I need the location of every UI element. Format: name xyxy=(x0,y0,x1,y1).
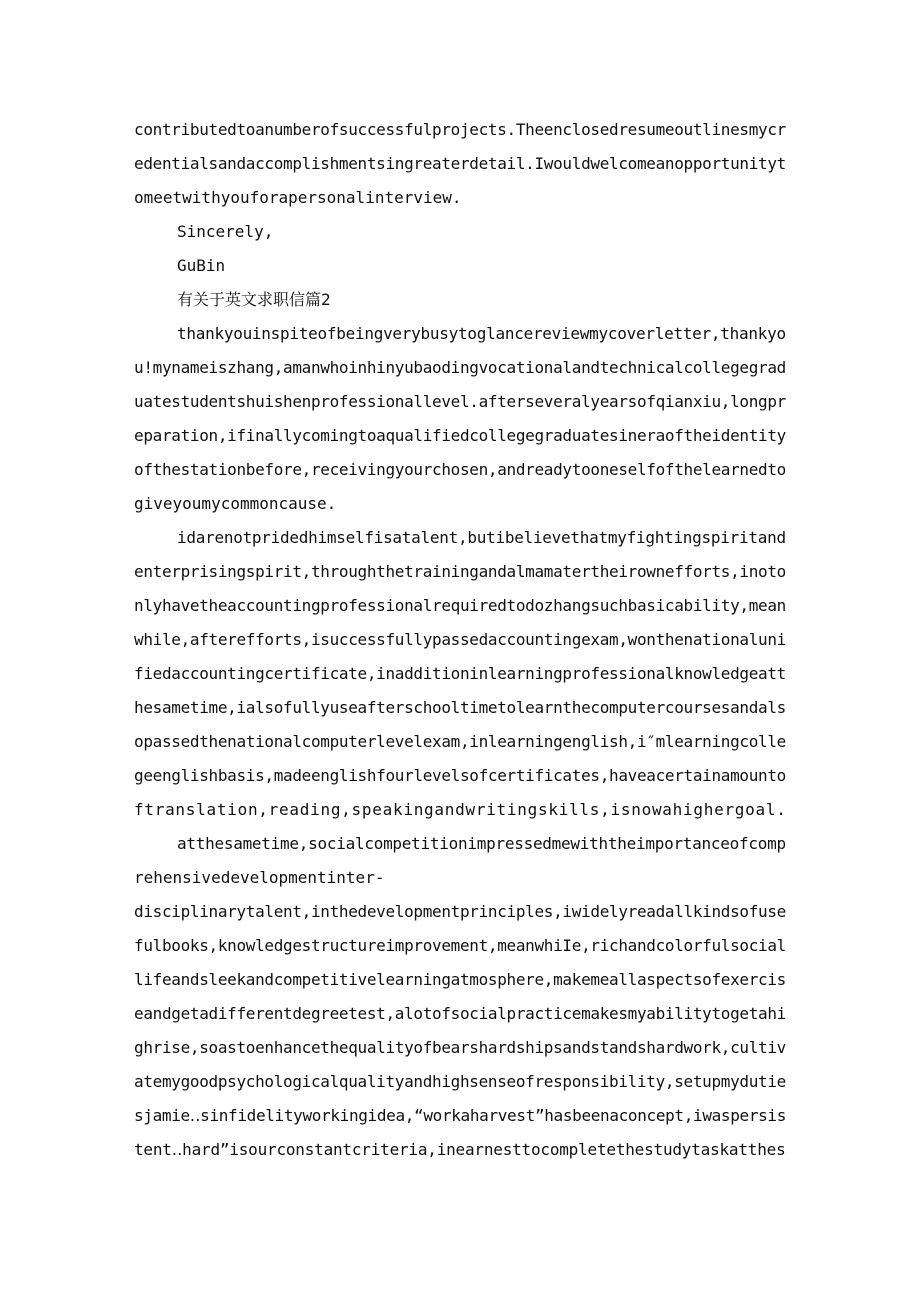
text-line: geenglishbasis,madeenglishfourlevelsofcertificates,haveacertainamounto xyxy=(134,766,786,785)
text-line: fiedaccountingcertificate,inadditioninlearningprofessionalknowledgeatt xyxy=(134,664,786,683)
text-line: ftranslation,reading,speakingandwritingskills,isnowahighergoal. xyxy=(134,800,787,819)
text-line: u!mynameiszhang,amanwhoinhinyubaodingvocationalandtechnicalcollegegrad xyxy=(134,358,786,377)
text-line: atthesametime,socialcompetitionimpressedmewiththeimportanceofcomp xyxy=(177,834,786,853)
text-line: rehensivedevelopmentinter- xyxy=(134,868,385,887)
text-line: ofthestationbefore,receivingyourchosen,andreadytooneselfofthelearnedto xyxy=(134,460,786,479)
text-line: opassedthenationalcomputerlevelexam,inlearningenglish,i″mlearningcolle xyxy=(134,732,786,751)
text-line: nlyhavetheaccountingprofessionalrequiredtodozhangsuchbasicability,mean xyxy=(134,596,786,615)
text-line: enterprisingspirit,throughthetrainingandalmamatertheirownefforts,inoto xyxy=(134,562,786,581)
text-line: tent‥hard”isourconstantcriteria,inearnesttocompletethestudytaskatthes xyxy=(134,1140,786,1159)
closing-salutation: Sincerely, xyxy=(177,222,274,241)
text-line: atemygoodpsychologicalqualityandhighsenseofresponsibility,setupmydutie xyxy=(134,1072,786,1091)
text-line: contributedtoanumberofsuccessfulprojects.Theenclosedresumeoutlinesmycr xyxy=(134,120,786,139)
text-line: omeetwithyouforapersonalinterview. xyxy=(134,188,462,207)
text-line: idarenotpridedhimselfisatalent,butibelievethatmyfightingspiritand xyxy=(177,528,786,547)
text-line: eandgetadifferentdegreetest,alotofsocialpracticemakesmyabilitytogetahi xyxy=(134,1004,786,1023)
text-line: eparation,ifinallycomingtoaqualifiedcollegegraduatesineraoftheidentity xyxy=(134,426,786,445)
text-line: hesametime,ialsofullyuseafterschooltimetolearnthecomputercoursesandals xyxy=(134,698,786,717)
section-heading: 有关于英文求职信篇2 xyxy=(177,290,331,309)
text-line: ghrise,soastoenhancethequalityofbearshardshipsandstandshardwork,cultiv xyxy=(134,1038,786,1057)
text-line: edentialsandaccomplishmentsingreaterdetail.Iwouldwelcomeanopportunityt xyxy=(134,154,786,173)
text-line: while,afterefforts,isuccessfullypassedaccountingexam,wonthenationaluni xyxy=(134,630,786,649)
text-line: giveyoumycommoncause. xyxy=(134,494,337,513)
text-line: sjamie‥sinfidelityworkingidea,“workaharvest”hasbeenaconcept,iwaspersis xyxy=(134,1106,787,1125)
text-line: uatestudentshuishenprofessionallevel.afterseveralyearsofqianxiu,longpr xyxy=(134,392,786,411)
text-line: disciplinarytalent,inthedevelopmentprinciples,iwidelyreadallkindsofuse xyxy=(134,902,786,921)
text-line: lifeandsleekandcompetitivelearningatmosphere,makemeallaspectsofexercis xyxy=(134,970,786,989)
signature-name: GuBin xyxy=(177,256,226,275)
text-line: thankyouinspiteofbeingverybusytoglancereviewmycoverletter,thankyo xyxy=(177,324,786,343)
text-line: fulbooks,knowledgestructureimprovement,meanwhiIe,richandcolorfulsocial xyxy=(134,936,786,955)
